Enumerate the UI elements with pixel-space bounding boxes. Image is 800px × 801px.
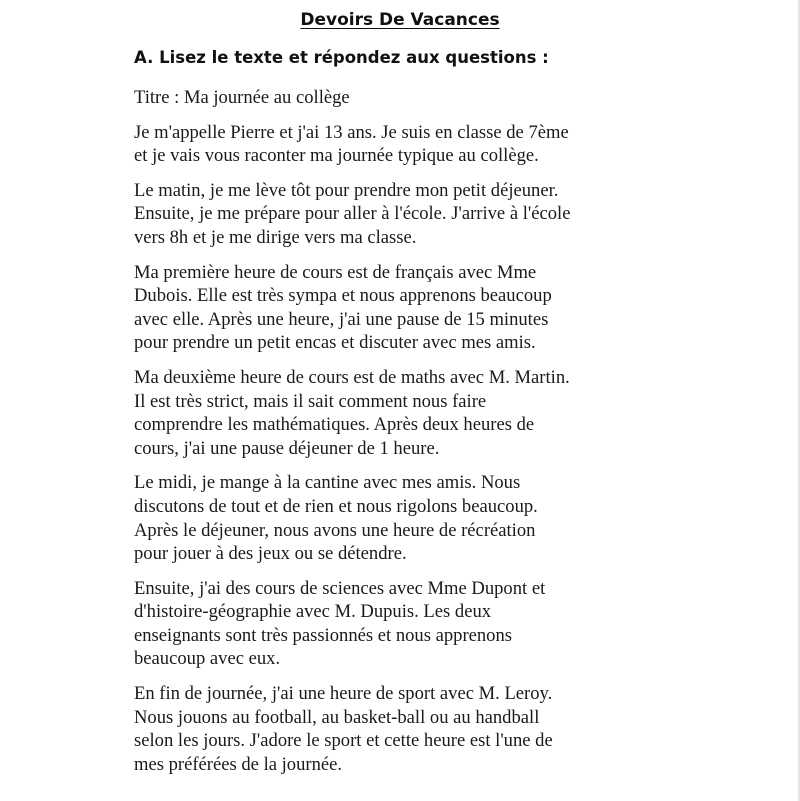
text-line: Ma deuxième heure de cours est de maths avec M. Martin. — [134, 366, 570, 388]
text-line: avec elle. Après une heure, j'ai une pause de 15 minutes — [134, 308, 549, 330]
document-title-text: Devoirs De Vacances — [300, 10, 500, 30]
text-line: beaucoup avec eux. — [134, 648, 281, 670]
document-title — [0, 8, 800, 32]
text-line: Après le déjeuner, nous avons une heure de récréation — [134, 519, 536, 541]
text-line: selon les jours. J'adore le sport et cette heure est l'une de — [134, 730, 553, 752]
text-line: Je m'appelle Pierre et j'ai 13 ans. Je suis en classe de 7ème — [134, 121, 569, 143]
text-paragraph — [134, 121, 754, 168]
text-paragraph — [134, 366, 754, 460]
text-line: Le matin, je me lève tôt pour prendre mon petit déjeuner. — [134, 179, 559, 201]
text-line: Le midi, je mange à la cantine avec mes amis. Nous — [134, 472, 521, 494]
text-line: enseignants sont très passionnés et nous apprenons — [134, 624, 513, 646]
text-line: Ma première heure de cours est de français avec Mme — [134, 261, 537, 283]
text-paragraph — [134, 682, 754, 776]
text-line: mes préférées de la journée. — [134, 753, 343, 775]
text-title-line — [134, 86, 754, 110]
text-line: Titre : Ma journée au collège — [134, 87, 350, 108]
text-line: comprendre les mathématiques. Après deux heures de — [134, 414, 535, 436]
text-line: Dubois. Elle est très sympa et nous apprenons beaucoup — [134, 285, 552, 307]
text-paragraph — [134, 179, 754, 250]
section-heading: A. Lisez le texte et répondez aux questions : — [134, 48, 549, 67]
text-line: Ensuite, je me prépare pour aller à l'école. J'arrive à l'école — [134, 203, 571, 225]
text-line: vers 8h et je me dirige vers ma classe. — [134, 226, 417, 248]
text-line: discutons de tout et de rien et nous rigolons beaucoup. — [134, 495, 538, 517]
text-paragraph — [134, 261, 754, 355]
text-line: Ensuite, j'ai des cours de sciences avec Mme Dupont et — [134, 577, 546, 599]
text-paragraph — [134, 577, 754, 671]
text-line: pour prendre un petit encas et discuter avec mes amis. — [134, 332, 536, 354]
text-line: d'histoire-géographie avec M. Dupuis. Les deux — [134, 601, 492, 623]
text-paragraph — [134, 471, 754, 565]
reading-text — [134, 86, 754, 787]
text-line: pour jouer à des jeux ou se détendre. — [134, 543, 407, 565]
text-line: Nous jouons au football, au basket-ball ou au handball — [134, 706, 540, 728]
text-line: et je vais vous raconter ma journée typique au collège. — [134, 145, 539, 167]
text-line: Il est très strict, mais il sait comment nous faire — [134, 390, 487, 412]
text-line: En fin de journée, j'ai une heure de sport avec M. Leroy. — [134, 683, 553, 705]
text-line: cours, j'ai une pause déjeuner de 1 heure. — [134, 437, 440, 459]
